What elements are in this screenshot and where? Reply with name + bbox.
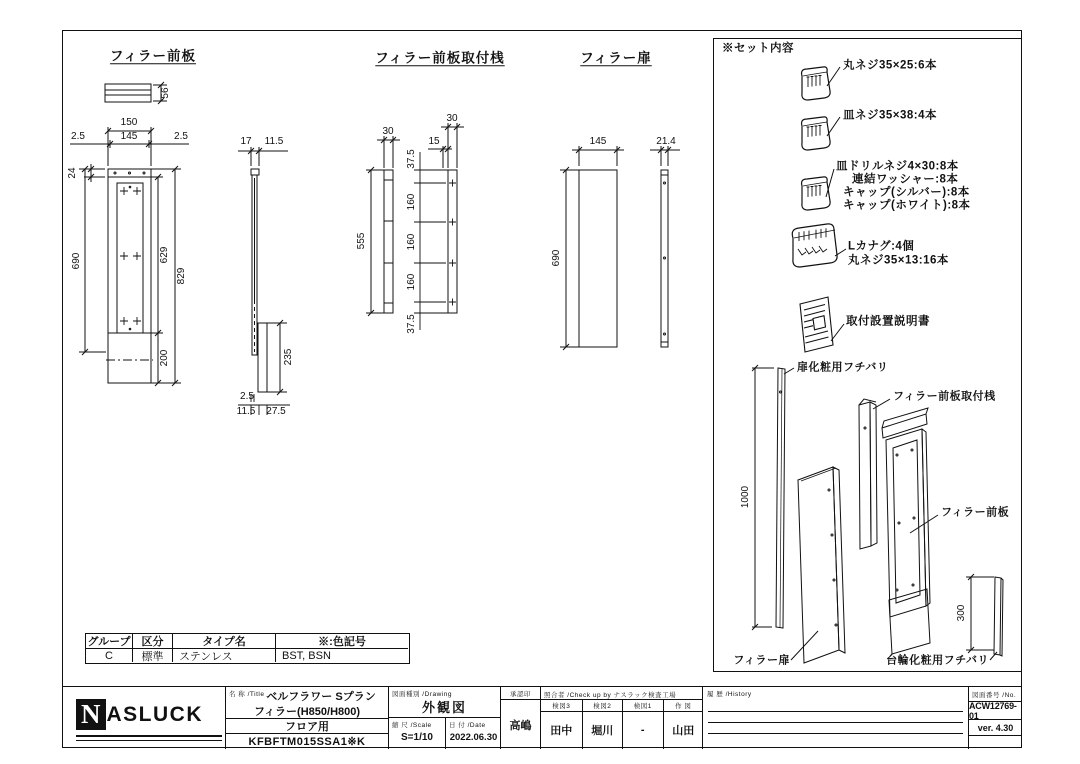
drawing-number-label: 図面番号 /No. xyxy=(972,692,1017,699)
check-col-1-stamp: 田中 xyxy=(550,725,573,737)
product-use: フロア用 xyxy=(226,719,388,734)
check-label: 照合者 /Check up by ナスラック検査工場 xyxy=(544,692,677,699)
view-title-front-panel: フィラー前板 xyxy=(110,48,196,64)
approval-label: 承認印 xyxy=(501,687,540,700)
check-col-3-stamp: - xyxy=(640,724,645,736)
set-item-drill-screw: 皿ドリルネジ4×30:8本 xyxy=(836,160,959,173)
set-item-manual: 取付設置説明書 xyxy=(846,315,930,328)
dim-rail-30-left: 30 xyxy=(382,126,394,137)
drawing-type-value: 外観図 xyxy=(421,699,467,715)
dim-b-27-5: 27.5 xyxy=(266,406,286,417)
spec-value-colorcode: BST, BSN xyxy=(282,649,331,662)
set-item-l-bracket: Lカナグ:4個 xyxy=(848,240,915,253)
set-contents-title: ※セット内容 xyxy=(722,42,794,55)
history-rule-1 xyxy=(708,711,963,712)
dim-rail-30-right: 30 xyxy=(446,113,458,124)
set-item-washer: 連結ワッシャー:8本 xyxy=(852,173,959,186)
set-item-round-screw-13: 丸ネジ35×13:16本 xyxy=(848,254,949,267)
view-title-mount-rail: フィラー前板取付桟 xyxy=(375,50,505,66)
asm-label-door-edge: 扉化粧用フチバリ xyxy=(797,361,889,374)
dim-829: 829 xyxy=(176,267,187,285)
spec-value-type: ステンレス xyxy=(173,649,276,662)
asm-label-door: フィラー扉 xyxy=(733,654,790,667)
date-value: 2022.06.30 xyxy=(449,731,498,743)
asm-label-base-edge: 台輪化粧用フチバリ xyxy=(886,654,989,667)
spec-value-class: 標準 xyxy=(133,649,173,662)
dim-145: 145 xyxy=(120,131,138,142)
dim-b-2-5: 2.5 xyxy=(240,391,254,402)
dim-690: 690 xyxy=(71,252,82,270)
logo-underline-thick xyxy=(76,735,222,737)
dim-150: 150 xyxy=(120,117,138,128)
title-block-number-cell xyxy=(968,687,1022,749)
asm-label-rail: フィラー前板取付桟 xyxy=(893,390,996,403)
dim-21-4: 21.4 xyxy=(656,136,676,147)
scale-value: S=1/10 xyxy=(401,731,433,743)
dim-24: 24 xyxy=(67,167,78,179)
dim-2-5-right: 2.5 xyxy=(174,131,188,142)
dim-629: 629 xyxy=(159,246,170,264)
dim-2-5-left: 2.5 xyxy=(71,131,85,142)
set-item-cap-silver: キャップ(シルバー):8本 xyxy=(843,186,970,199)
check-col-3-label: 検図1 xyxy=(623,700,663,712)
dim-56: 56 xyxy=(160,87,171,99)
view-title-door: フィラー扉 xyxy=(580,50,652,66)
dim-160-1: 160 xyxy=(406,193,417,211)
history-rule-3 xyxy=(708,733,963,734)
asm-label-front-panel: フィラー前板 xyxy=(941,506,1010,519)
dim-160-2: 160 xyxy=(406,233,417,251)
title-block-logo-cell xyxy=(62,687,225,749)
dim-37-5-top: 37.5 xyxy=(406,149,417,169)
approval-stamp: 高嶋 xyxy=(509,719,532,732)
dim-17: 17 xyxy=(240,136,252,147)
title-block xyxy=(62,686,1022,749)
check-col-2-label: 検図2 xyxy=(583,700,623,712)
dim-15: 15 xyxy=(428,136,440,147)
drawing-number-value: ACW12769-01 xyxy=(969,702,1022,720)
title-block-title-cell xyxy=(225,687,388,749)
spec-table xyxy=(85,633,410,664)
title-block-check-cell xyxy=(540,687,702,749)
spec-header-group: グループ xyxy=(86,634,133,649)
check-col-4-stamp: 山田 xyxy=(672,725,695,737)
dim-300: 300 xyxy=(956,604,967,622)
spec-header-colorcode: ※:色記号 xyxy=(276,634,408,649)
scale-label: 縮 尺 /Scale xyxy=(392,722,432,729)
title-label: 名 称 /Title xyxy=(229,691,265,698)
check-col-4-label: 作 図 xyxy=(664,700,704,712)
dim-37-5-bottom: 37.5 xyxy=(406,314,417,334)
drawing-type-label: 図面種別 /Drawing xyxy=(392,691,452,698)
dim-1000: 1000 xyxy=(740,485,751,509)
dim-b-11-5: 11.5 xyxy=(236,406,256,417)
dim-11-5: 11.5 xyxy=(264,136,284,147)
check-col-2-stamp: 堀川 xyxy=(591,725,614,737)
date-label: 日 付 /Date xyxy=(449,722,486,729)
nasluck-logo xyxy=(76,699,203,730)
set-item-round-screw: 丸ネジ35×25:6本 xyxy=(843,59,938,72)
spec-header-type: タイプ名 xyxy=(173,634,276,649)
logo-wordmark: ASLUCK xyxy=(106,702,203,726)
logo-underline-thin xyxy=(76,740,222,741)
history-rule-2 xyxy=(708,722,963,723)
title-block-approval-cell xyxy=(500,687,540,749)
history-label: 履 歴 /History xyxy=(707,691,752,698)
product-code: KFBFTM015SSA1※K xyxy=(248,736,366,748)
product-series: ベルフラワー Sプラン xyxy=(266,690,376,703)
check-col-1-label: 検図3 xyxy=(541,700,582,712)
dim-door-690: 690 xyxy=(551,249,562,267)
dim-160-3: 160 xyxy=(406,273,417,291)
dim-200: 200 xyxy=(159,349,170,367)
dim-door-145: 145 xyxy=(589,136,607,147)
dim-555: 555 xyxy=(356,232,367,250)
logo-n-mark: N xyxy=(76,699,106,730)
set-item-cap-white: キャップ(ホワイト):8本 xyxy=(843,199,971,212)
dim-235: 235 xyxy=(283,348,294,366)
spec-value-group: C xyxy=(86,649,133,662)
set-item-flat-screw: 皿ネジ35×38:4本 xyxy=(843,109,938,122)
drawing-version-value: ver. 4.30 xyxy=(969,720,1022,736)
product-name: フィラー(H850/H800) xyxy=(253,705,361,718)
spec-header-class: 区分 xyxy=(133,634,173,649)
title-block-history-cell xyxy=(702,687,968,749)
title-block-drawing-cell xyxy=(388,687,500,749)
